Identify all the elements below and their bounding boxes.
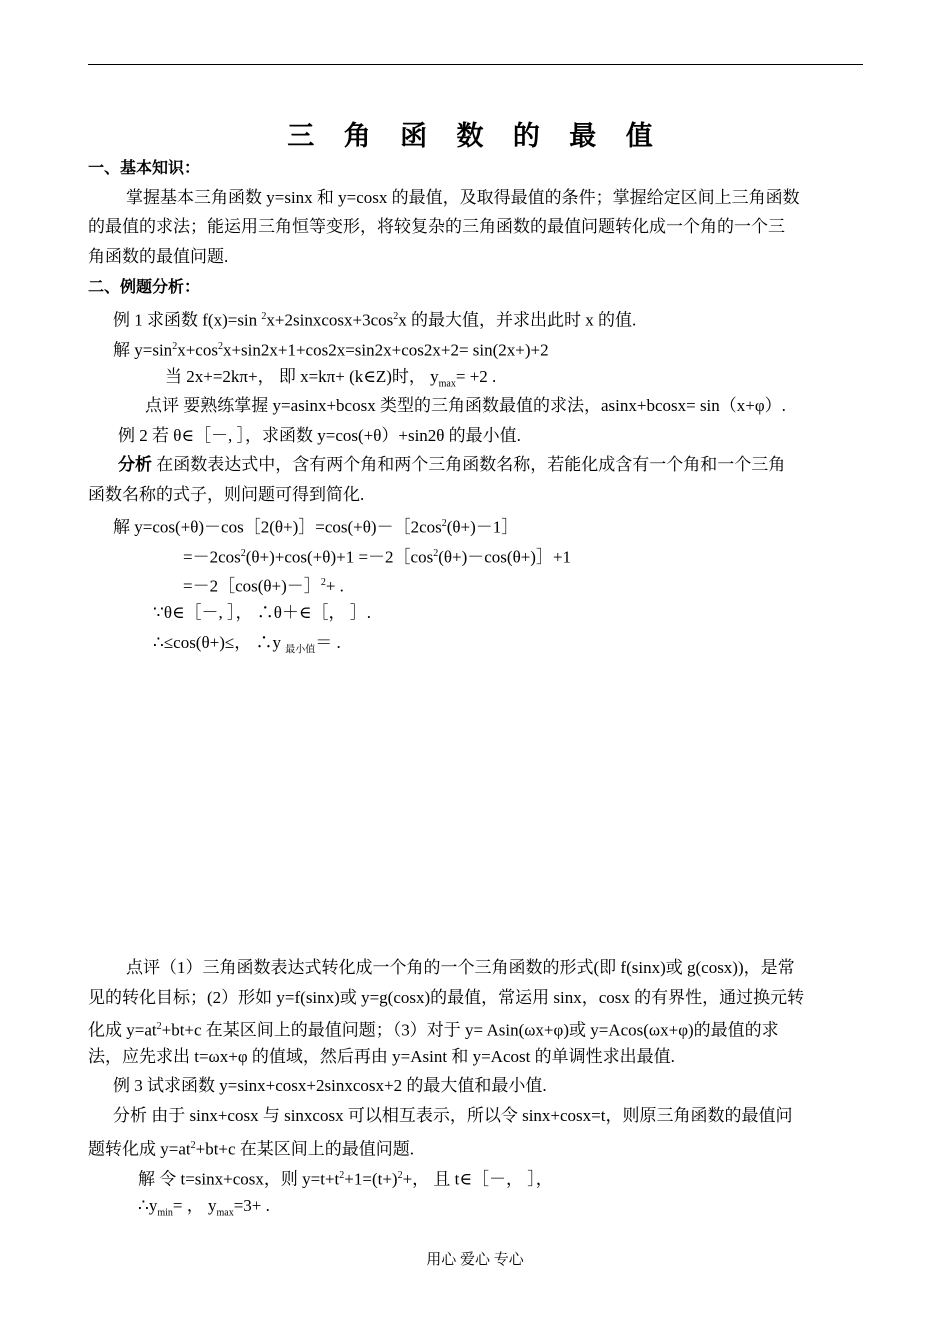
example1-question: 例 1 求函数 f(x)=sin $^2x+2sinxcosx+3\cos^2x$ 的最大值，并求出此时 x 的值. bbox=[113, 310, 637, 330]
example1-comment: 点评 要熟练掌握 y=asinx+bcosx 类型的三角函数最值的求法，asinx+bcosx= sin（x+φ）. bbox=[145, 396, 786, 415]
comment2-line-4: 法，应先求出 t=ωx+φ 的值域，然后再由 y=Asint 和 y=Acost 的单调性求出最值. bbox=[88, 1047, 675, 1066]
example2-question: 例 2 若 θ∈［－, ］，求函数 y=cos(+θ）+sin2θ 的最小值. bbox=[118, 426, 521, 445]
example2-analysis-line-2: 函数名称的式子，则问题可得到简化. bbox=[88, 485, 365, 504]
example3-analysis-line-1: 分析 由于 sinx+cosx 与 sinxcosx 可以相互表示，所以令 sinx+cosx=t，则原三角函数的最值问 bbox=[113, 1106, 793, 1125]
example1-condition: 当 2x+=2kπ+， 即 x=kπ+ (k∈Z)时， $y_{max}= +2$ . bbox=[165, 367, 497, 390]
example2-therefore: ∴≤cos(θ+)≤， ∴y $_{最小值}$＝ . bbox=[153, 633, 341, 656]
example3-analysis-line-2: 题转化成 $y=at^2+bt+c$ 在某区间上的最值问题. bbox=[88, 1139, 415, 1159]
example2-solution-line-2: $=-2\cos^2(\theta+)+\cos(+\theta)+1$ $=-2[\cos^2(\theta+)-\cos(\theta+)]+1$ bbox=[183, 547, 572, 567]
comment2-line-3: 化成 $y=at^2+bt+c$ 在某区间上的最值问题；（3）对于 y= Asin(ωx+φ)或 y=Acos(ωx+φ)的最值的求 bbox=[88, 1020, 779, 1040]
example3-question: 例 3 试求函数 y=sinx+cosx+2sinxcosx+2 的最大值和最小值. bbox=[113, 1076, 547, 1095]
superscript: 2 bbox=[261, 311, 267, 322]
example3-solution: 解 令 t=sinx+cosx，则 $y=t+t^2+1=(t+)^2+$， 且 t∈［－， ］， bbox=[138, 1169, 553, 1189]
header-rule bbox=[88, 64, 863, 65]
basics-paragraph-line-3: 角函数的最值问题. bbox=[88, 247, 229, 266]
section-heading-basics: 一、基本知识： bbox=[88, 158, 201, 177]
comment2-line-2: 见的转化目标；(2）形如 y=f(sinx)或 y=g(cosx)的最值，常运用 sinx，cosx 的有界性，通过换元转 bbox=[88, 988, 805, 1007]
section-heading-examples: 二、例题分析： bbox=[88, 277, 201, 296]
page-footer: 用心 爱心 专心 bbox=[426, 1252, 524, 1268]
example1-solution: 解 $y=\sin^2x+\cos^2x+\sin 2x+1+\cos 2x=\sin 2x+\cos 2x+2= \sin(2x+)+2$ bbox=[113, 340, 549, 360]
example2-solution-line-1: 解 $y=\cos(+\theta)-\cos[2(\theta+)]=\cos(+\theta)-[2\cos^2(\theta+)-1]$ bbox=[113, 517, 519, 537]
basics-paragraph-line-1: 掌握基本三角函数 y=sinx 和 y=cosx 的最值，及取得最值的条件；掌握给定区间上三角函数 bbox=[126, 188, 800, 207]
basics-paragraph-line-2: 的最值的求法；能运用三角恒等变形，将较复杂的三角函数的最值问题转化成一个角的一个三 bbox=[88, 217, 785, 236]
example2-analysis-line-1: 分析 在函数表达式中，含有两个角和两个三角函数名称，若能化成含有一个角和一个三角 bbox=[118, 455, 786, 474]
comment2-line-1: 点评（1）三角函数表达式转化成一个角的一个三角函数的形式(即 f(sinx)或 g(cosx))，是常 bbox=[126, 958, 795, 977]
example2-because: ∵θ∈［－, ］， ∴θ＋∈［， ］. bbox=[153, 603, 372, 622]
analysis-label: 分析 bbox=[118, 455, 152, 474]
example2-solution-line-3: =－2［cos(θ+)－］$^2$+ . bbox=[183, 576, 344, 596]
page-title: 三 角 函 数 的 最 值 bbox=[287, 121, 663, 152]
example3-result: $\therefore y_{min}=$ ， $y_{max}=3+$ . bbox=[138, 1196, 270, 1219]
